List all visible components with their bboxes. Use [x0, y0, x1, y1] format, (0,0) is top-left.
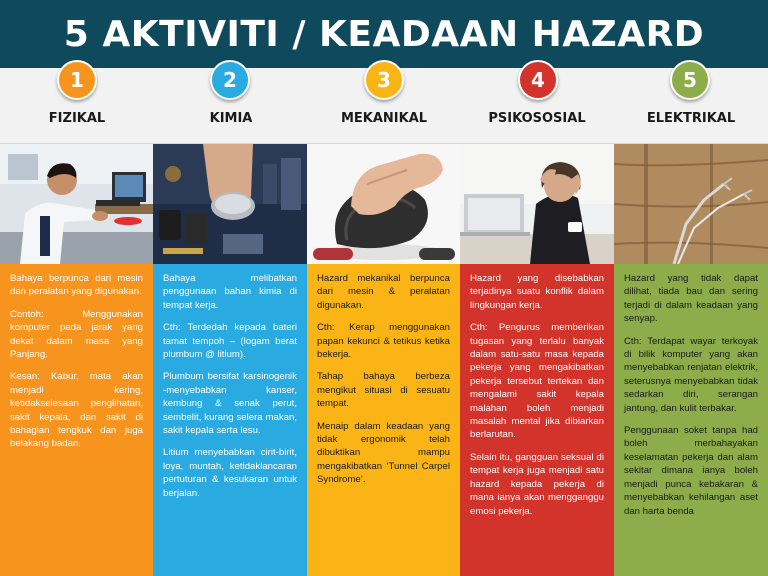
page-title: 5 AKTIVITI / KEADAAN HAZARD	[63, 13, 705, 55]
category-mekanikal	[307, 68, 461, 144]
category-label-mekanikal: MEKANIKAL	[340, 111, 428, 126]
category-fizikal	[0, 68, 154, 144]
paragraph: Cth: Terdapat wayar terkoyak di bilik komputer yang akan menyebabkan renjatan elektrik, seterusnya menyebabkan tidak sedarkan diri, serangan jantung, dan kulit terbakar.	[624, 335, 758, 414]
paragraph: Kesan: Kabur, mata akan menjadi kering, ketidakselesaan penglihatan, sakit kepala, dan sakit di bahagian tengkuk dan juga belakang badan.	[10, 371, 143, 450]
exposed-wires-photo	[614, 144, 768, 264]
number-badge-2: 2	[210, 60, 250, 100]
number-badge-3: 3	[364, 60, 404, 100]
paragraph: Selain itu, gangguan seksual di tempat kerja juga menjadi satu hazard kepada pekerja di mana ianya akan mengganggu emosi pekerja.	[470, 451, 604, 517]
category-kimia	[154, 68, 308, 144]
column-psikososial	[460, 264, 614, 576]
paragraph: Hazard mekanikal berpunca dari mesin & peralatan digunakan.	[317, 273, 450, 311]
category-label-psikososial: PSIKOSOSIAL	[488, 111, 586, 126]
stressed-woman-photo	[460, 144, 614, 264]
hand-on-mouse-photo	[307, 144, 460, 264]
header-banner	[0, 0, 768, 68]
column-kimia	[153, 264, 307, 576]
paragraph: Penggunaan soket tanpa had boleh merbahayakan keselamatan pekerja dan alam sekitar dimana ianya boleh menjadi punca kebakaran & menyebabkan kehilangan aset dan harta benda	[624, 425, 758, 517]
paragraph: Litium menyebabkan cirit-birit, loya, muntah, ketidaklancaran pertuturan & kesukaran untuk berjalan.	[163, 447, 297, 499]
paragraph: Bahaya berpunca dari mesin dan peralatan yang digunakan.	[10, 273, 143, 298]
column-fizikal	[0, 264, 153, 576]
number-badge-4: 4	[518, 60, 558, 100]
paragraph: Cth: Kerap menggunakan papan kekunci & tetikus ketika bekerja.	[317, 322, 450, 361]
category-label-elektrikal: ELEKTRIKAL	[646, 111, 736, 126]
description-columns	[0, 264, 768, 576]
paragraph: Cth: Pengurus memberikan tugasan yang terlalu banyak dalam satu-satu masa kepada pekerja yang mengakibatkan pekerja tersebut tertekan dan mengalami sakit kepala malahan boleh menjadi masalah mental jika dibiarkan berlarutan.	[470, 322, 604, 441]
paragraph: Hazard yang tidak dapat dilihat, tiada bau dan sering terjadi di dalam keadaan yang senyap.	[624, 273, 758, 325]
column-elektrikal	[614, 264, 768, 576]
number-badge-5: 5	[670, 60, 710, 100]
category-label-kimia: KIMIA	[209, 111, 253, 126]
photo-strip	[0, 144, 768, 264]
category-band	[0, 68, 768, 144]
number-badge-1: 1	[57, 60, 97, 100]
paragraph: Cth: Terdedah kepada bateri tamat tempoh – (logam berat plumbum @ litium).	[163, 322, 297, 361]
paragraph: Bahaya melibatkan penggunaan bahan kimia di tempat kerja.	[163, 273, 297, 311]
paragraph: Plumbum bersifat karsinogenik -menyebabkan kanser, kembung & senak perut, sembelit, kurang selera makan, sakit kepala serta lesu.	[163, 371, 297, 437]
column-mekanikal	[307, 264, 460, 576]
paragraph: Contoh: Menggunakan komputer pada jarak yang dekat dalam masa yang Panjang.	[10, 308, 143, 361]
paragraph: Hazard yang disebabkan terjadinya suatu konflik dalam lingkungan kerja.	[470, 273, 604, 311]
battery-on-circuit-photo	[153, 144, 307, 264]
category-psikososial	[460, 68, 614, 144]
paragraph: Menaip dalam keadaan yang tidak ergonomik telah dibuktikan mampu mengakibatkan ‘Tunnel Carpel Syndrome’.	[317, 420, 450, 486]
person-at-computer-photo	[0, 144, 153, 264]
category-label-fizikal: FIZIKAL	[48, 111, 106, 126]
category-elektrikal	[614, 68, 768, 144]
paragraph: Tahap bahaya berbeza mengikut situasi di sesuatu tempat.	[317, 371, 450, 410]
